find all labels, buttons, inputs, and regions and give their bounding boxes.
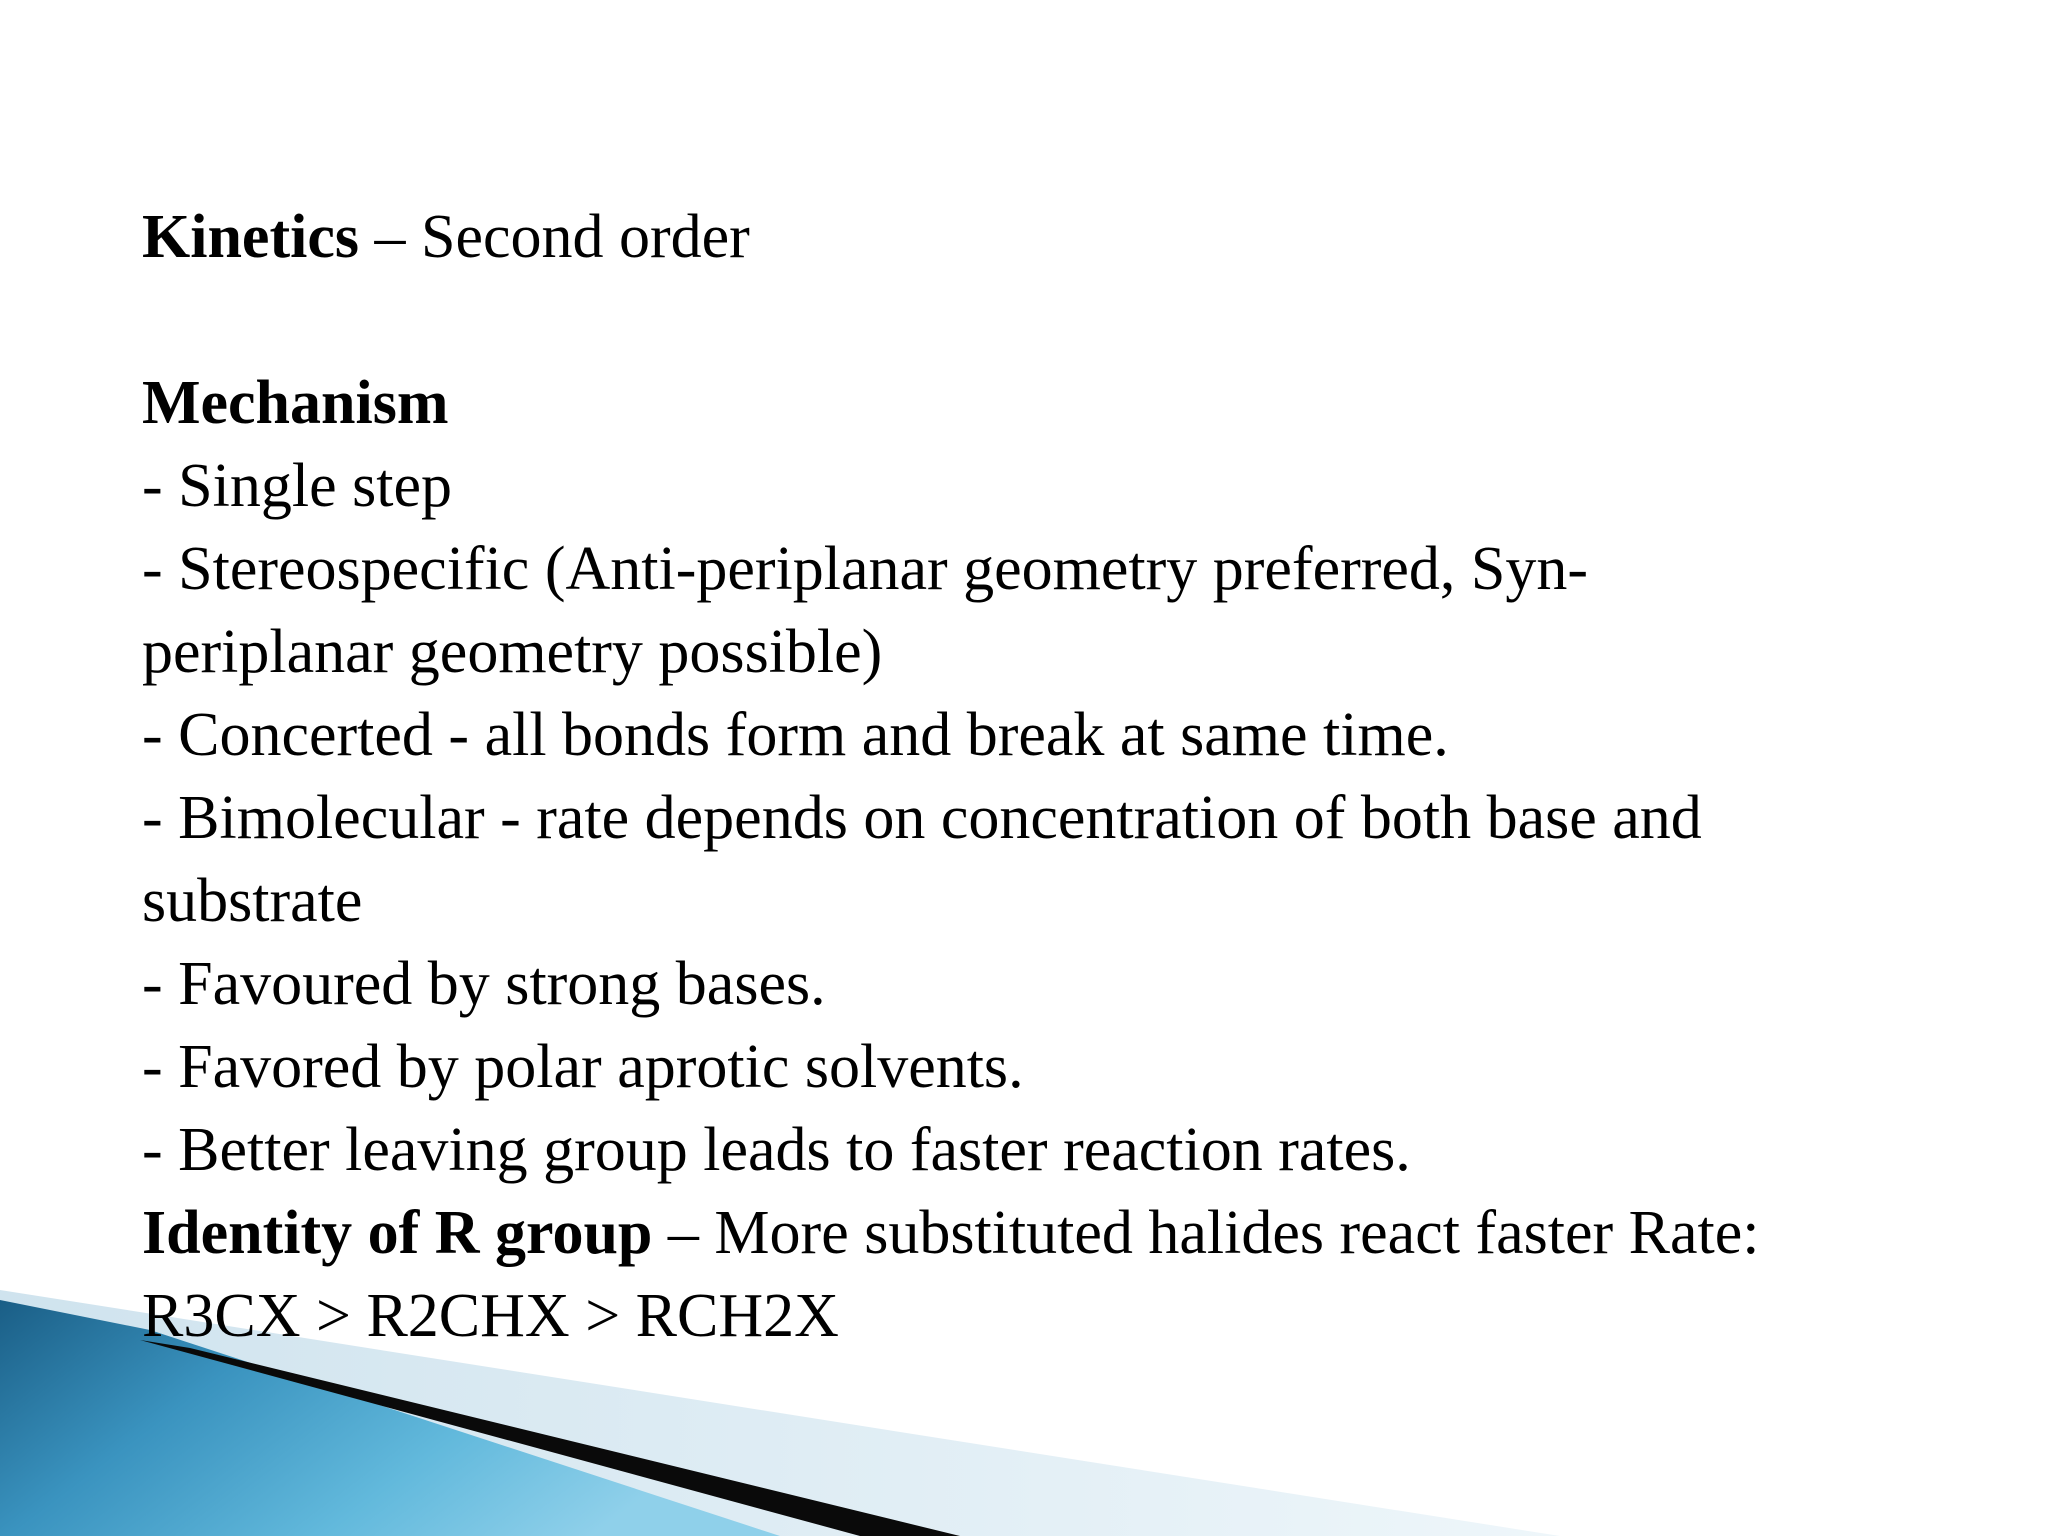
mechanism-point: - Bimolecular - rate depends on concentration of both base and — [142, 784, 1702, 852]
r-group-line — [142, 1192, 1992, 1275]
mechanism-point: periplanar geometry possible) — [142, 618, 883, 686]
slide-body — [142, 196, 1992, 1358]
kinetics-line — [142, 196, 1992, 279]
mechanism-point: - Better leaving group leads to faster reaction rates. — [142, 1116, 1411, 1184]
mechanism-point: substrate — [142, 867, 363, 935]
mechanism-point: - Stereospecific (Anti-periplanar geometry preferred, Syn- — [142, 535, 1589, 603]
r-group-text: – More substituted halides react faster Rate: — [652, 1199, 1760, 1267]
mechanism-point: - Favoured by strong bases. — [142, 950, 826, 1018]
mechanism-point: - Favored by polar aprotic solvents. — [142, 1033, 1024, 1101]
kinetics-label: Kinetics — [142, 203, 359, 271]
mechanism-point: - Concerted - all bonds form and break at same time. — [142, 701, 1449, 769]
r-group-label: Identity of R group — [142, 1199, 653, 1267]
mechanism-point: - Single step — [142, 452, 452, 520]
r-group-order: R3CX > R2CHX > RCH2X — [142, 1282, 839, 1350]
mechanism-heading: Mechanism — [142, 369, 449, 437]
spacer — [142, 279, 1992, 362]
kinetics-text: – Second order — [358, 203, 750, 271]
